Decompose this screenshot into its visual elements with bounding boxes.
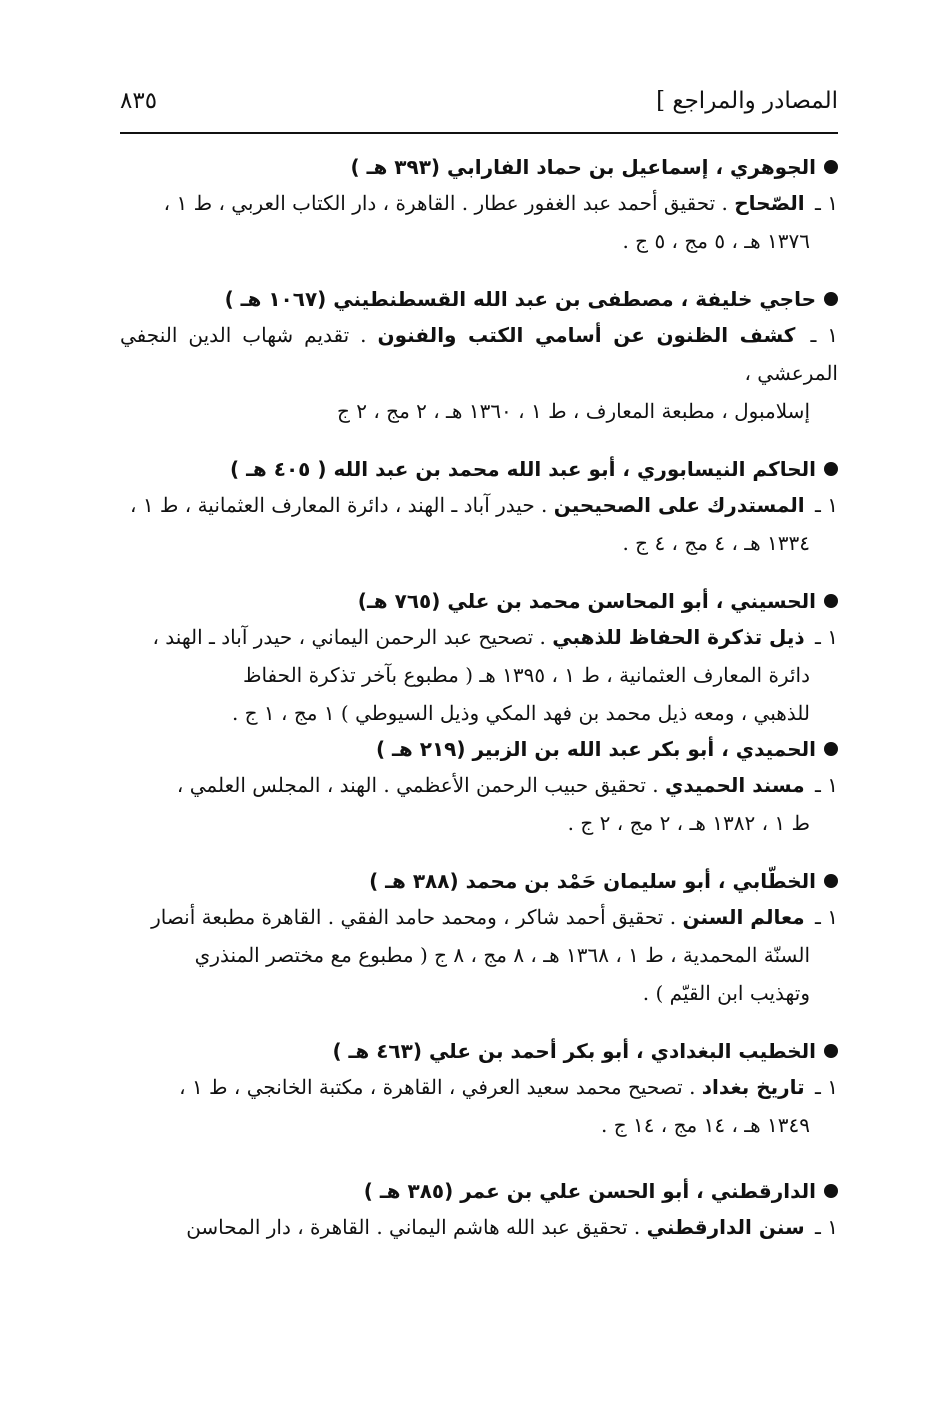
work-line	[120, 898, 838, 936]
work-line	[120, 316, 838, 392]
bullet-icon	[824, 594, 838, 608]
author-line	[120, 864, 838, 898]
work-continuation: وتهذيب ابن القيّم ) .	[642, 981, 810, 1005]
bullet-icon	[824, 1044, 838, 1058]
bibliography-entry	[120, 150, 838, 260]
work-title: ذيل تذكرة الحفاظ للذهبي	[552, 625, 805, 649]
bullet-icon	[824, 160, 838, 174]
author-line	[120, 732, 838, 766]
work-continuation: ١٣٣٤ هـ ، ٤ مج ، ٤ ج .	[622, 531, 810, 555]
bullet-icon	[824, 292, 838, 306]
work-number: ١ ـ	[810, 323, 839, 347]
work-number: ١ ـ	[815, 625, 838, 649]
page-number: ٨٣٥	[120, 88, 158, 114]
author-name: الحاكم النيسابوري ، أبو عبد الله محمد بن عبد الله ( ٤٠٥ هـ )	[229, 457, 816, 481]
work-title: كشف الظنون عن أسامي الكتب والفنون	[377, 323, 796, 347]
author-line	[120, 1034, 838, 1068]
bibliography-entry	[120, 1034, 838, 1144]
author-name: الخطّابي ، أبو سليمان حَمْد بن محمد (٣٨٨ هـ )	[369, 869, 816, 893]
work-continuation: ١٣٤٩ هـ ، ١٤ مج ، ١٤ ج .	[600, 1113, 810, 1137]
author-line	[120, 1174, 838, 1208]
work-continuation: ١٣٧٦ هـ ، ٥ مج ، ٥ ج .	[622, 229, 810, 253]
work-title: معالم السنن	[682, 905, 805, 929]
author-name: الجوهري ، إسماعيل بن حماد الفارابي (٣٩٣ هـ )	[350, 155, 816, 179]
work-title: سنن الدارقطني	[646, 1215, 805, 1239]
work-line	[120, 766, 838, 804]
bibliography-entry	[120, 1174, 838, 1246]
author-name: حاجي خليفة ، مصطفى بن عبد الله القسطنطيني (١٠٦٧ هـ )	[224, 287, 816, 311]
work-number: ١ ـ	[815, 1075, 838, 1099]
work-line	[120, 486, 838, 524]
work-details: . تصحيح محمد سعيد العرفي ، القاهرة ، مكتبة الخانجي ، ط ١ ،	[179, 1075, 696, 1099]
work-title: المستدرك على الصحيحين	[553, 493, 805, 517]
work-details: . تحقيق أحمد عبد الغفور عطار . القاهرة ، دار الكتاب العربي ، ط ١ ،	[163, 191, 728, 215]
work-details: . تقديم شهاب الدين النجفي المرعشي ،	[120, 323, 838, 385]
work-number: ١ ـ	[815, 773, 838, 797]
bibliography-entry	[120, 732, 838, 842]
bibliography-entry	[120, 452, 838, 562]
author-name: الدارقطني ، أبو الحسن علي بن عمر (٣٨٥ هـ )	[363, 1179, 816, 1203]
header-title: المصادر والمراجع ]	[656, 88, 838, 114]
author-line	[120, 282, 838, 316]
work-details: . حيدر آباد ـ الهند ، دائرة المعارف العثمانية ، ط ١ ،	[130, 493, 548, 517]
work-details: . تحقيق عبد الله هاشم اليماني . القاهرة ، دار المحاسن	[186, 1215, 641, 1239]
work-number: ١ ـ	[815, 905, 838, 929]
author-line	[120, 452, 838, 486]
work-line	[120, 1208, 838, 1246]
running-header	[120, 86, 838, 122]
work-title: الصّحاح	[734, 191, 805, 215]
work-details: . تصحيح عبد الرحمن اليماني ، حيدر آباد ـ الهند ،	[152, 625, 546, 649]
work-number: ١ ـ	[815, 493, 838, 517]
bullet-icon	[824, 874, 838, 888]
work-continuation: دائرة المعارف العثمانية ، ط ١ ، ١٣٩٥ هـ ( مطبوع بآخر تذكرة الحفاظ	[242, 663, 810, 687]
author-name: الحميدي ، أبو بكر عبد الله بن الزبير (٢١٩ هـ )	[375, 737, 816, 761]
bibliography-entry	[120, 584, 838, 732]
author-line	[120, 584, 838, 618]
bibliography-list	[120, 150, 838, 1246]
work-continuation: السنّة المحمدية ، ط ١ ، ١٣٦٨ هـ ، ٨ مج ، ٨ ج ( مطبوع مع مختصر المنذري	[194, 943, 810, 967]
bibliography-entry	[120, 864, 838, 1012]
work-details: . تحقيق أحمد شاكر ، ومحمد حامد الفقي . القاهرة مطبعة أنصار	[151, 905, 677, 929]
bibliography-entry	[120, 282, 838, 430]
author-line	[120, 150, 838, 184]
author-name: الخطيب البغدادي ، أبو بكر أحمد بن علي (٤٦٣ هـ )	[332, 1039, 816, 1063]
work-continuation: ط ١ ، ١٣٨٢ هـ ، ٢ مج ، ٢ ج .	[567, 811, 810, 835]
header-rule	[120, 132, 838, 134]
author-name: الحسيني ، أبو المحاسن محمد بن علي (٧٦٥ هـ)	[357, 589, 816, 613]
work-line	[120, 1068, 838, 1106]
work-line	[120, 618, 838, 656]
work-line	[120, 184, 838, 222]
work-number: ١ ـ	[815, 1215, 838, 1239]
bullet-icon	[824, 742, 838, 756]
work-title: مسند الحميدي	[665, 773, 805, 797]
work-continuation: إسلامبول ، مطبعة المعارف ، ط ١ ، ١٣٦٠ هـ ، ٢ مج ، ٢ ج	[336, 399, 810, 423]
bullet-icon	[824, 462, 838, 476]
work-title: تاريخ بغداد	[701, 1075, 805, 1099]
work-continuation: للذهبي ، ومعه ذيل محمد بن فهد المكي وذيل السيوطي ) ١ مج ، ١ ج .	[231, 701, 810, 725]
bullet-icon	[824, 1184, 838, 1198]
work-number: ١ ـ	[815, 191, 838, 215]
work-details: . تحقيق حبيب الرحمن الأعظمي . الهند ، المجلس العلمي ،	[176, 773, 659, 797]
